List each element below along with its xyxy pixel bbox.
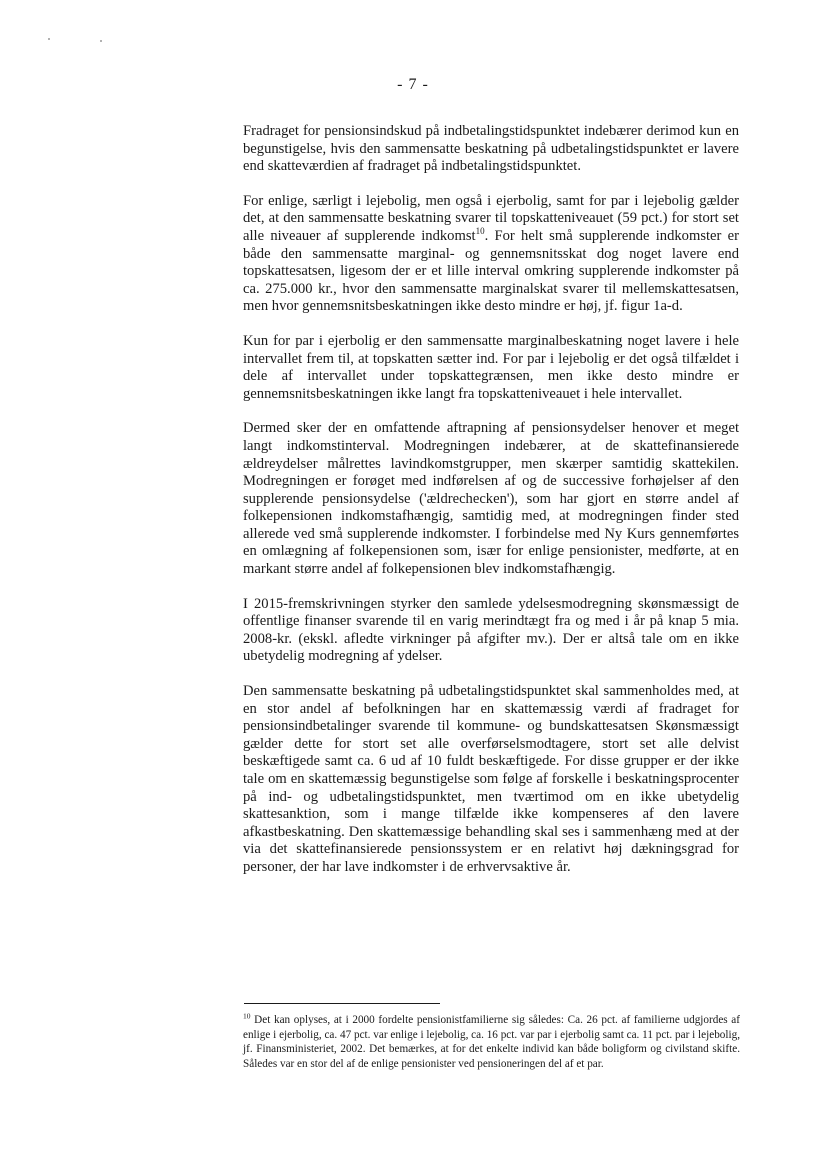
paragraph-1: Fradraget for pensionsindskud på indbetalingstidspunktet indebærer derimod kun en begunstigelse, hvis den sammensatte beskatning på udbetalingstidspunktet er lavere end skatteværdien af fradraget på indbetalingstidspunktet. (243, 123, 739, 175)
footnote-text: Det kan oplyses, at i 2000 fordelte pensionistfamilierne sig således: Ca. 26 pct. af familierne udgjordes af enlige i ejerbolig, ca. 47 pct. var enlige i lejebolig, ca. 16 pct. var par i ejerbolig samt ca. 11 pct. par i lejebolig, jf. Finansministeriet, 2002. Det bemærkes, at for det enkelte individ kan både boligform og civilstand skifte. Således var en stor del af de enlige pensionister ved pensioneringen del af et par. (243, 1014, 740, 1070)
footnote (243, 1013, 740, 1071)
body-text (243, 123, 739, 894)
scan-speck (48, 38, 50, 40)
page-number: - 7 - (397, 76, 429, 93)
footnote-marker: 10 (243, 1011, 251, 1021)
paragraph-2-text-before: For enlige, særligt i lejebolig, men også i ejerbolig, samt for par i lejebolig gælder det, at den sammensatte beskatning svarer til topskatteniveauet (59 pct.) for stort set alle niveauer af supplerende indkomst (243, 192, 739, 244)
paragraph-4: Dermed sker der en omfattende aftrapning af pensionsydelser henover et meget langt indkomstinterval. Modregningen indebærer, at de skattefinansierede ældreydelser målrettes lavindkomstgrupper, men skærper samtidig skattekilen. Modregningen er forøget med indførelsen af og de successive forhøjelser af den supplerende pensionsydelse ('ældrechecken'), som har gjort en større andel af folkepensionen indkomstafhængig, samtidig med, at modregningen finder sted allerede ved små supplerende indkomster. I forbindelse med Ny Kurs gennemførtes en omlægning af folkepensionen som, især for enlige pensionister, medførte, at en markant større andel af folkepensionen blev indkomstafhængig. (243, 420, 739, 578)
scan-speck (100, 40, 102, 42)
footnote-separator (244, 1003, 440, 1004)
paragraph-2 (243, 193, 739, 316)
paragraph-5: I 2015-fremskrivningen styrker den samlede ydelsesmodregning skønsmæssigt de offentlige finanser svarende til en varig merindtægt fra og med i år på knap 5 mia. 2008-kr. (ekskl. afledte virkninger på afgifter mv.). Der er altså tale om en ikke ubetydelig modregning af ydelser. (243, 595, 739, 665)
paragraph-3: Kun for par i ejerbolig er den sammensatte marginalbeskatning noget lavere i hele intervallet frem til, at topskatten sætter ind. For par i lejebolig er det også tilfældet i dele af intervallet under topskattegrænsen, men ikke desto mindre er gennemsnitsbeskatningen ikke langt fra topskatteniveauet i hele intervallet. (243, 332, 739, 402)
footnote-reference[interactable]: 10 (475, 226, 485, 237)
paragraph-2-text-after: . For helt små supplerende indkomster er både den sammensatte marginal- og gennemsnitsskat dog noget lavere end topskattesatsen, ligesom der er et lille interval omkring supplerende indkomster på ca. 275.000 kr., hvor den sammensatte marginalskat svarer til mellemskattesatsen, men hvor gennemsnitsbeskatningen ikke desto mindre er høj, jf. figur 1a-d. (243, 227, 740, 315)
paragraph-6: Den sammensatte beskatning på udbetalingstidspunktet skal sammenholdes med, at en stor andel af befolkningen har en skattemæssig værdi af fradraget for pensionsindbetalinger svarende til kommune- og bundskattesatsen Skønsmæssigt gælder dette for stort set alle overførselsmodtagere, stort set alle delvist beskæftigede samt ca. 6 ud af 10 fuldt beskæftigede. For disse grupper er der ikke tale om en skattemæssig begunstigelse som følge af forskelle i beskatningsprocenter på ind- og udbetalingstidspunktet, men tværtimod om en ikke ubetydelig skattesanktion, som i mange tilfælde ikke kompenseres af den lavere afkastbeskatning. Den skattemæssige behandling skal ses i sammenhæng med at der via det skattefinansierede pensionssystem er en relativt høj dækningsgrad for personer, der har lave indkomster i de erhvervsaktive år. (243, 683, 739, 875)
